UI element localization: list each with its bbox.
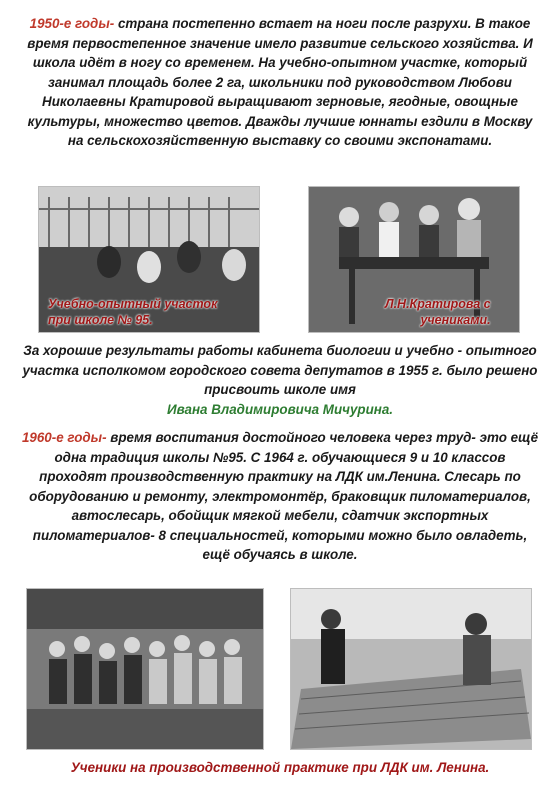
caption-kratirova: [385, 296, 491, 328]
paragraph-1960s: [20, 428, 540, 565]
paragraph-award-text: За хорошие результаты работы кабинета биологии и учебно - опытного участка исполкомом городского совета депутатов в 1955 г. было решено присвоить школе имя: [22, 343, 538, 397]
caption-garden-plot-line1: Учебно-опытный участок: [48, 297, 218, 311]
caption-garden-plot-line2: при школе № 95.: [48, 313, 153, 327]
caption-kratirova-line1: Л.Н.Кратирова с: [385, 297, 491, 311]
paragraph-1950s-text: страна постепенно встает на ноги после разрухи. В такое время первостепенное значение имело развитие сельского хозяйства. И школа идёт в ногу со временем. На учебно-опытном участке, который занимал площадь более 2 га, школьники под руководством Любови Николаевны Кратировой выращивают зерновые, ягодные, овощные культуры, множество цветов. Дважды лучшие юннаты ездили в Москву на сельскохозяйственную выставку со своими экспонатами.: [27, 16, 533, 148]
paragraph-award: [20, 341, 540, 419]
year-1960s-heading: 1960-е годы-: [21, 430, 107, 445]
paragraph-1950s: [20, 14, 540, 151]
photo-lumber-yard: [290, 588, 532, 750]
michurin-name: Ивана Владимировича Мичурина.: [166, 401, 394, 417]
paragraph-1960s-text: время воспитания достойного человека через труд- это ещё одна традиция школы №95. С 1964 г. обучающиеся 9 и 10 классов проходят производственную практику на ЛДК им.Ленина. Слесарь по оборудованию и ремонту, электромонтёр, браковщик пиломатериалов, автослесарь, обойщик мягкой мебели, сдатчик экспортных пиломатериалов- 8 специальностей, которыми можно было овладеть, ещё обучаясь в школе.: [29, 430, 539, 562]
year-1950s-heading: 1950-е годы-: [29, 16, 115, 31]
photo-workshop-students: [26, 588, 264, 750]
caption-kratirova-line2: учениками.: [420, 313, 491, 327]
photo-lumber-yard-graphic: [291, 589, 531, 749]
caption-garden-plot: [48, 296, 217, 328]
caption-practice: Ученики на производственной практике при ЛДК им. Ленина.: [70, 760, 490, 775]
photo-workshop-students-graphic: [27, 589, 263, 749]
